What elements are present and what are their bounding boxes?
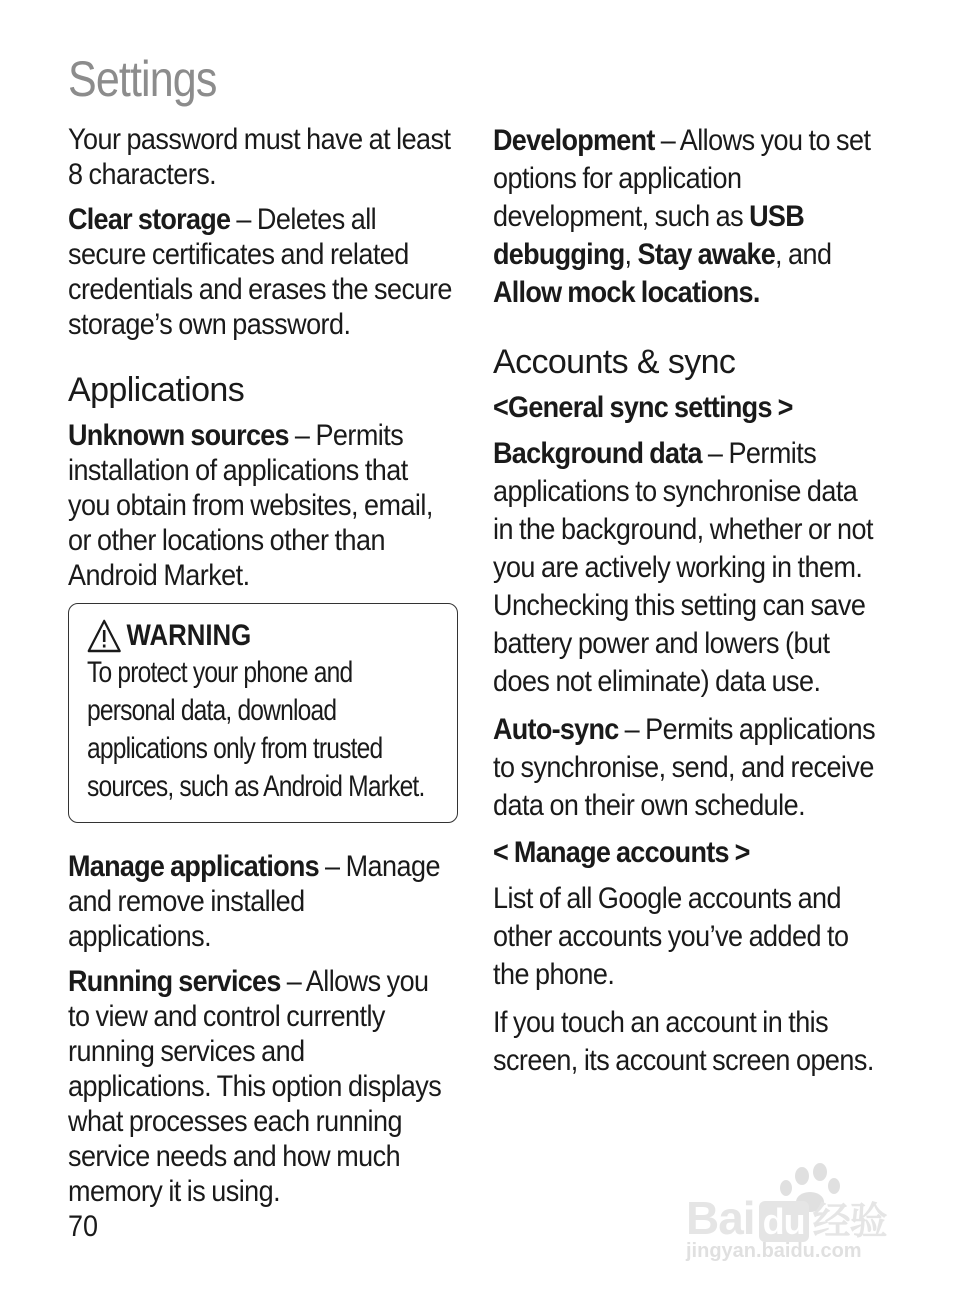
watermark-brand: Bai <box>686 1192 755 1244</box>
watermark-url: jingyan.baidu.com <box>686 1240 862 1262</box>
accounts-sync-heading: Accounts & sync <box>493 343 736 381</box>
running-services-desc: – Allows you to view and control currently running services and applications. This option displays what processes each running service needs and how much memory it is using. <box>68 965 442 1208</box>
background-data-term: Background data <box>493 437 702 470</box>
general-sync-settings-label: <General sync settings > <box>493 391 793 424</box>
development-desc: – Allows you to set options for application development, such as <box>493 124 871 233</box>
auto-sync-desc: – Permits applications to synchronise, send, and receive data on their own schedule. <box>493 713 876 822</box>
stay-awake-term: Stay awake <box>637 238 776 271</box>
warning-box <box>68 603 458 823</box>
unknown-sources-desc: – Permits installation of applications that you obtain from websites, email, or other locations other than Android Market. <box>68 419 433 592</box>
accounts-list-note: List of all Google accounts and other accounts you’ve added to the phone. <box>493 882 849 991</box>
clear-storage-term: Clear storage <box>68 203 231 236</box>
allow-mock-locations-term: Allow mock locations. <box>493 276 760 309</box>
warning-header <box>87 618 390 654</box>
baidu-watermark <box>682 1162 912 1272</box>
password-note: Your password must have at least 8 characters. <box>68 123 451 191</box>
right-column <box>493 122 879 1090</box>
warning-title: WARNING <box>126 619 252 652</box>
page-title: Settings <box>68 51 217 107</box>
development-entry <box>493 122 879 312</box>
development-and: , and <box>775 238 832 271</box>
warning-triangle-icon <box>87 619 121 653</box>
usb-debugging-term: USB debugging <box>493 200 804 271</box>
watermark-cn: 经验 <box>812 1201 887 1243</box>
warning-text: To protect your phone and personal data, download applications only from trusted sources, such as Android Market. <box>87 656 425 803</box>
running-services-entry <box>68 964 454 1209</box>
running-services-term: Running services <box>68 965 281 998</box>
auto-sync-term: Auto-sync <box>493 713 619 746</box>
background-data-entry <box>493 435 879 701</box>
left-column <box>68 122 454 1219</box>
page-number: 70 <box>68 1210 99 1243</box>
watermark-brand-du: du <box>759 1201 809 1242</box>
manage-applications-entry <box>68 849 454 954</box>
general-sync-settings <box>493 390 879 425</box>
manage-accounts-label: < Manage accounts > <box>493 836 750 869</box>
manage-applications-term: Manage applications <box>68 850 319 883</box>
clear-storage-desc: – Deletes all secure certificates and related credentials and erases the secure storage’s own password. <box>68 203 452 341</box>
applications-heading: Applications <box>68 371 245 409</box>
background-data-desc: – Permits applications to synchronise data in the background, whether or not you are actively working in them. Unchecking this setting can save battery power and lowers (but does not eliminate) data use. <box>493 437 873 698</box>
unknown-sources-term: Unknown sources <box>68 419 289 452</box>
manage-applications-desc: – Manage and remove installed applications. <box>68 850 440 953</box>
clear-storage-entry <box>68 202 454 342</box>
auto-sync-entry <box>493 711 879 825</box>
account-touch-note: If you touch an account in this screen, its account screen opens. <box>493 1006 874 1077</box>
unknown-sources-entry <box>68 418 454 593</box>
development-term: Development <box>493 124 655 157</box>
manage-accounts <box>493 835 879 870</box>
development-sep: , <box>624 238 638 271</box>
